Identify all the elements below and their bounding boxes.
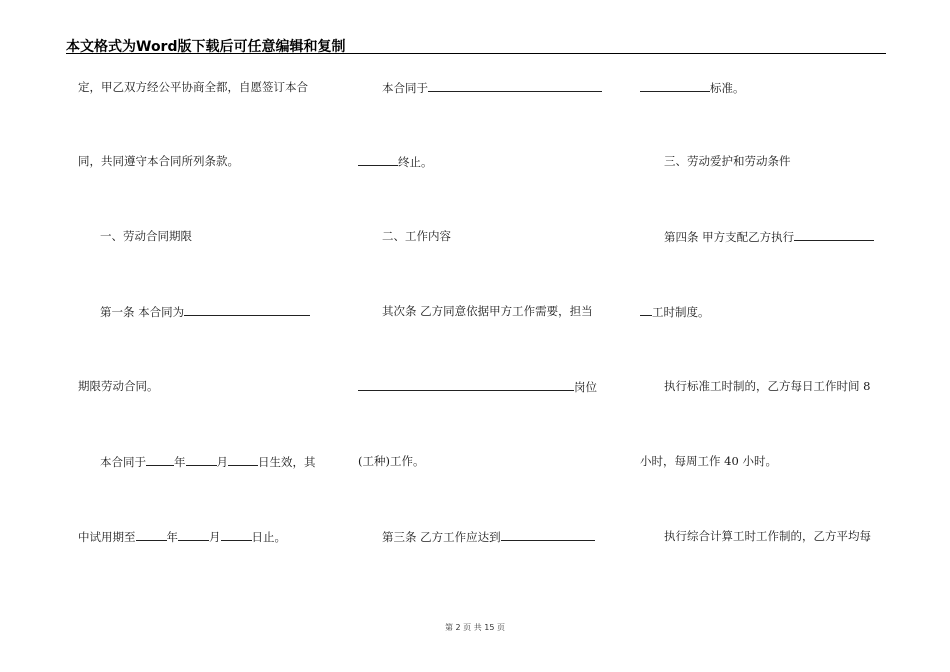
probation-day-label: 日止。 xyxy=(251,530,286,544)
month-label: 月 xyxy=(216,455,228,469)
blank-contract-type xyxy=(184,304,310,316)
blank-work-standard xyxy=(501,529,595,541)
col2-line-4: 其次条 乙方同意依据甲方工作需要，担当 xyxy=(382,304,593,318)
probation-month-label: 月 xyxy=(209,530,221,544)
document-header-title: 本文格式为Word版下载后可任意编辑和复制 xyxy=(66,39,346,55)
position-label: 岗位 xyxy=(574,380,597,394)
header-divider xyxy=(66,53,886,54)
terminate-text: 终止。 xyxy=(398,155,433,169)
blank-work-hours-system xyxy=(794,229,874,241)
effective-text: 本合同于 xyxy=(100,455,146,469)
probation-text: 中试用期至 xyxy=(78,530,136,544)
contract-end-text: 本合同于 xyxy=(382,81,428,95)
col3-line-5: 执行标准工时制的，乙方每日工作时间 8 xyxy=(664,379,871,393)
year-label: 年 xyxy=(174,455,186,469)
col1-line-5: 期限劳动合同。 xyxy=(78,379,159,393)
col3-line-6: 小时，每周工作 40 小时。 xyxy=(640,454,777,468)
section-heading-labor-protection: 三、劳动爱护和劳动条件 xyxy=(664,154,791,168)
col1-line-7 xyxy=(78,529,286,544)
blank-work-hours-system-cont xyxy=(640,304,652,316)
article-3-text: 第三条 乙方工作应达到 xyxy=(382,530,501,544)
col1-line-2: 同，共同遵守本合同所列条款。 xyxy=(78,154,239,168)
blank-year xyxy=(146,454,174,466)
blank-day xyxy=(228,454,258,466)
col3-line-1 xyxy=(640,80,745,95)
day-label: 日生效，其 xyxy=(258,455,316,469)
blank-end-date-cont xyxy=(358,154,398,166)
standard-label: 标准。 xyxy=(710,81,745,95)
col1-line-4 xyxy=(100,304,310,319)
article-1-text: 第一条 本合同为 xyxy=(100,305,185,319)
blank-standard xyxy=(640,80,710,92)
col3-line-4 xyxy=(640,304,710,319)
blank-month xyxy=(186,454,217,466)
article-4-text: 第四条 甲方支配乙方执行 xyxy=(664,230,795,244)
col2-line-7 xyxy=(382,529,595,544)
col3-line-3 xyxy=(664,229,874,244)
col2-line-5 xyxy=(358,379,597,394)
blank-probation-day xyxy=(221,529,252,541)
blank-end-date xyxy=(428,80,602,92)
blank-probation-month xyxy=(178,529,209,541)
work-hours-label: 工时制度。 xyxy=(652,305,710,319)
col2-line-1 xyxy=(382,80,602,95)
probation-year-label: 年 xyxy=(166,530,178,544)
blank-position xyxy=(358,379,574,391)
col3-line-7: 执行综合计算工时工作制的，乙方平均每 xyxy=(664,529,871,543)
section-heading-contract-term: 一、劳动合同期限 xyxy=(100,229,192,243)
blank-probation-year xyxy=(136,529,167,541)
col2-line-6: (工种)工作。 xyxy=(358,454,425,468)
section-heading-work-content: 二、工作内容 xyxy=(382,229,451,243)
col1-line-6 xyxy=(100,454,316,469)
col1-line-1: 定，甲乙双方经公平协商全都，自愿签订本合 xyxy=(78,80,308,94)
page-number-footer: 第 2 页 共 15 页 xyxy=(445,623,505,632)
col2-line-2 xyxy=(358,154,433,169)
